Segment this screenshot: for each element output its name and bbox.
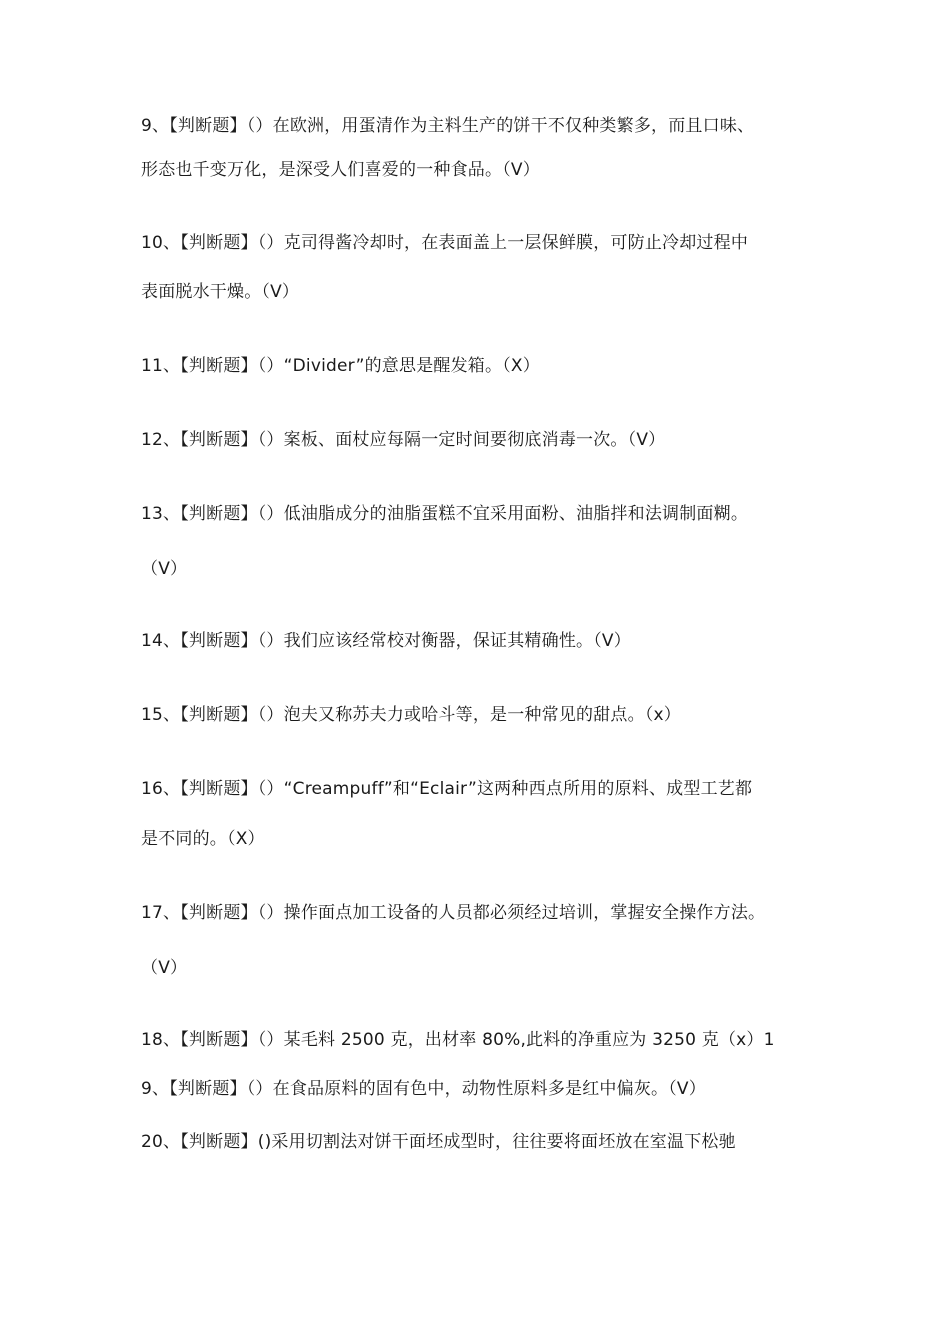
question-19: 9、【判断题】（）在食品原料的固有色中，动物性原料多是红中偏灰。（V） (141, 1079, 706, 1099)
question-14: 14、【判断题】（）我们应该经常校对衡器，保证其精确性。（V） (141, 631, 631, 651)
question-12: 12、【判断题】（）案板、面杖应每隔一定时间要彻底消毒一次。（V） (141, 430, 666, 450)
question-17-line-2: （V） (141, 958, 188, 978)
question-11: 11、【判断题】（）“Divider”的意思是醒发箱。（X） (141, 356, 540, 376)
question-13-line-1: 13、【判断题】（）低油脂成分的油脂蛋糕不宜采用面粉、油脂拌和法调制面糊。 (141, 504, 749, 524)
question-13-line-2: （V） (141, 559, 188, 579)
question-16-line-1: 16、【判断题】（）“Creampuff”和“Eclair”这两种西点所用的原料、成型工艺都 (141, 779, 753, 799)
question-18: 18、【判断题】（）某毛料 2500 克，出材率 80%,此料的净重应为 3250 克（x）1 (141, 1030, 775, 1050)
question-10-line-1: 10、【判断题】（）克司得酱冷却时，在表面盖上一层保鲜膜，可防止冷却过程中 (141, 233, 749, 253)
question-17-line-1: 17、【判断题】（）操作面点加工设备的人员都必须经过培训，掌握安全操作方法。 (141, 903, 766, 923)
question-9-line-2: 形态也千变万化，是深受人们喜爱的一种食品。（V） (141, 160, 540, 180)
question-10-line-2: 表面脱水干燥。（V） (141, 282, 300, 302)
question-9-line-1: 9、【判断题】（）在欧洲，用蛋清作为主料生产的饼干不仅种类繁多，而且口味、 (141, 116, 755, 136)
question-15: 15、【判断题】（）泡夫又称苏夫力或哈斗等，是一种常见的甜点。（x） (141, 705, 681, 725)
question-20: 20、【判断题】()采用切割法对饼干面坯成型时，往往要将面坯放在室温下松驰 (141, 1132, 736, 1152)
question-16-line-2: 是不同的。（X） (141, 829, 265, 849)
